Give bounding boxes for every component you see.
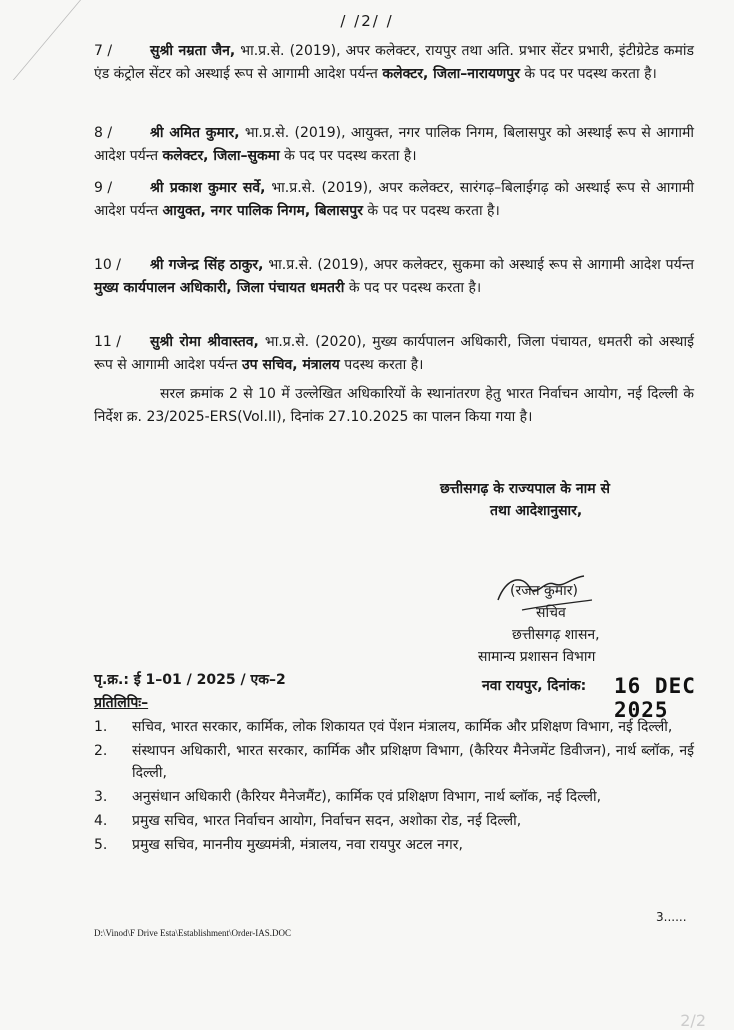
signatory-org-1: छत्तीसगढ़ शासन, <box>512 627 600 643</box>
list-item <box>94 740 694 784</box>
order-number: 8 / <box>94 125 113 141</box>
officer-name: श्री प्रकाश कुमार सर्वे, <box>150 180 266 196</box>
order-item-11 <box>94 331 694 377</box>
order-text: भा.प्र.से. (2020), मुख्य कार्यपालन अधिकारी, जिला पंचायत, धमतरी को अस्थाई रूप से आगामी आदेश पर्यन्त <box>94 334 694 373</box>
officer-name: श्री गजेन्द्र सिंह ठाकुर, <box>150 257 264 273</box>
list-item <box>94 834 694 856</box>
list-text: प्रमुख सचिव, भारत निर्वाचन आयोग, निर्वाचन सदन, अशोका रोड, नई दिल्ली, <box>132 813 522 829</box>
new-post: उप सचिव, मंत्रालय <box>242 357 340 373</box>
order-item-10 <box>94 254 694 300</box>
viewer-page-indicator: 2/2 <box>680 1011 706 1030</box>
order-tail: के पद पर पदस्थ करता है। <box>362 203 500 219</box>
order-item-8 <box>94 122 694 168</box>
order-number: 7 / <box>94 43 113 59</box>
order-tail: पदस्थ करता है। <box>339 357 424 373</box>
list-item <box>94 716 694 738</box>
order-text: भा.प्र.से. (2019), अपर कलेक्टर, रायपुर तथा अति. प्रभार सेंटर प्रभारी, इंटीग्रेटेड कमांड एंड कंट्रोल सेंटर को अस्थाई रूप से आगामी आदेश पर्यन्त <box>94 43 694 82</box>
continued-marker: 3...... <box>656 910 687 924</box>
signatory-org-2: सामान्य प्रशासन विभाग <box>478 649 596 665</box>
order-tail: के पद पर पदस्थ करता है। <box>519 66 657 82</box>
authority-line-1: छत्तीसगढ़ के राज्यपाल के नाम से <box>440 481 610 497</box>
dateline-label: नवा रायपुर, दिनांक: <box>482 678 587 694</box>
list-item <box>94 810 694 832</box>
list-number: 4. <box>94 813 108 829</box>
list-item <box>94 786 694 808</box>
list-number: 3. <box>94 789 108 805</box>
signatory-designation: सचिव <box>536 605 566 621</box>
signatory-name: (रजत कुमार) <box>510 583 578 599</box>
order-text: भा.प्र.से. (2019), अपर कलेक्टर, सारंगढ़–बिलाईगढ़ को अस्थाई रूप से आगामी आदेश पर्यन्त <box>94 180 694 219</box>
reference-number: पृ.क्र.: ई 1–01 / 2025 / एक–2 <box>94 672 286 688</box>
file-path: D:\Vinod\F Drive Esta\Establishment\Order-IAS.DOC <box>94 928 292 938</box>
date-stamp: 16 DEC 2025 <box>614 674 696 722</box>
list-text: अनुसंधान अधिकारी (कैरियर मैनेजमैंट), कार्मिक एवं प्रशिक्षण विभाग, नार्थ ब्लॉक, नई दिल्ली, <box>132 789 602 805</box>
election-commission-note: सरल क्रमांक 2 से 10 में उल्लेखित अधिकारियों के स्थानांतरण हेतु भारत निर्वाचन आयोग, नई दिल्ली के निर्देश क्र. 23/2025-ERS(Vol.II), दिनांक 27.10.2025 का पालन किया गया है। <box>94 386 694 425</box>
list-number: 2. <box>94 743 108 759</box>
order-item-7 <box>94 40 694 86</box>
order-number: 9 / <box>94 180 113 196</box>
list-text: सचिव, भारत सरकार, कार्मिक, लोक शिकायत एवं पेंशन मंत्रालय, कार्मिक और प्रशिक्षण विभाग, नई दिल्ली, <box>132 719 673 735</box>
list-text: प्रमुख सचिव, माननीय मुख्यमंत्री, मंत्रालय, नवा रायपुर अटल नगर, <box>132 837 463 853</box>
authority-line-2: तथा आदेशानुसार, <box>490 503 583 519</box>
list-number: 5. <box>94 837 108 853</box>
cc-heading: प्रतिलिपिः– <box>94 695 149 711</box>
officer-name: श्री अमित कुमार, <box>150 125 240 141</box>
new-post: मुख्य कार्यपालन अधिकारी, जिला पंचायत धमतरी <box>94 280 345 296</box>
new-post: कलेक्टर, जिला–सुकमा <box>162 148 280 164</box>
cc-list <box>94 716 694 858</box>
new-post: कलेक्टर, जिला–नारायणपुर <box>382 66 520 82</box>
order-tail: के पद पर पदस्थ करता है। <box>279 148 417 164</box>
new-post: आयुक्त, नगर पालिक निगम, बिलासपुर <box>162 203 363 219</box>
officer-name: सुश्री नम्रता जैन, <box>150 43 236 59</box>
order-text: भा.प्र.से. (2019), अपर कलेक्टर, सुकमा को अस्थाई रूप से आगामी आदेश पर्यन्त <box>263 257 694 273</box>
list-text: संस्थापन अधिकारी, भारत सरकार, कार्मिक और प्रशिक्षण विभाग, (कैरियर मैनेजमेंट डिवीजन), नार्थ ब्लॉक, नई दिल्ली, <box>132 743 694 781</box>
officer-name: सुश्री रोमा श्रीवास्तव, <box>150 334 259 350</box>
page-marker: / /2/ / <box>340 12 394 30</box>
order-tail: के पद पर पदस्थ करता है। <box>344 280 482 296</box>
order-item-9 <box>94 177 694 223</box>
list-number: 1. <box>94 719 108 735</box>
order-number: 11 / <box>94 334 121 350</box>
order-number: 10 / <box>94 257 121 273</box>
order-text: भा.प्र.से. (2019), आयुक्त, नगर पालिक निगम, बिलासपुर को अस्थाई रूप से आगामी आदेश पर्यन्त <box>94 125 694 164</box>
